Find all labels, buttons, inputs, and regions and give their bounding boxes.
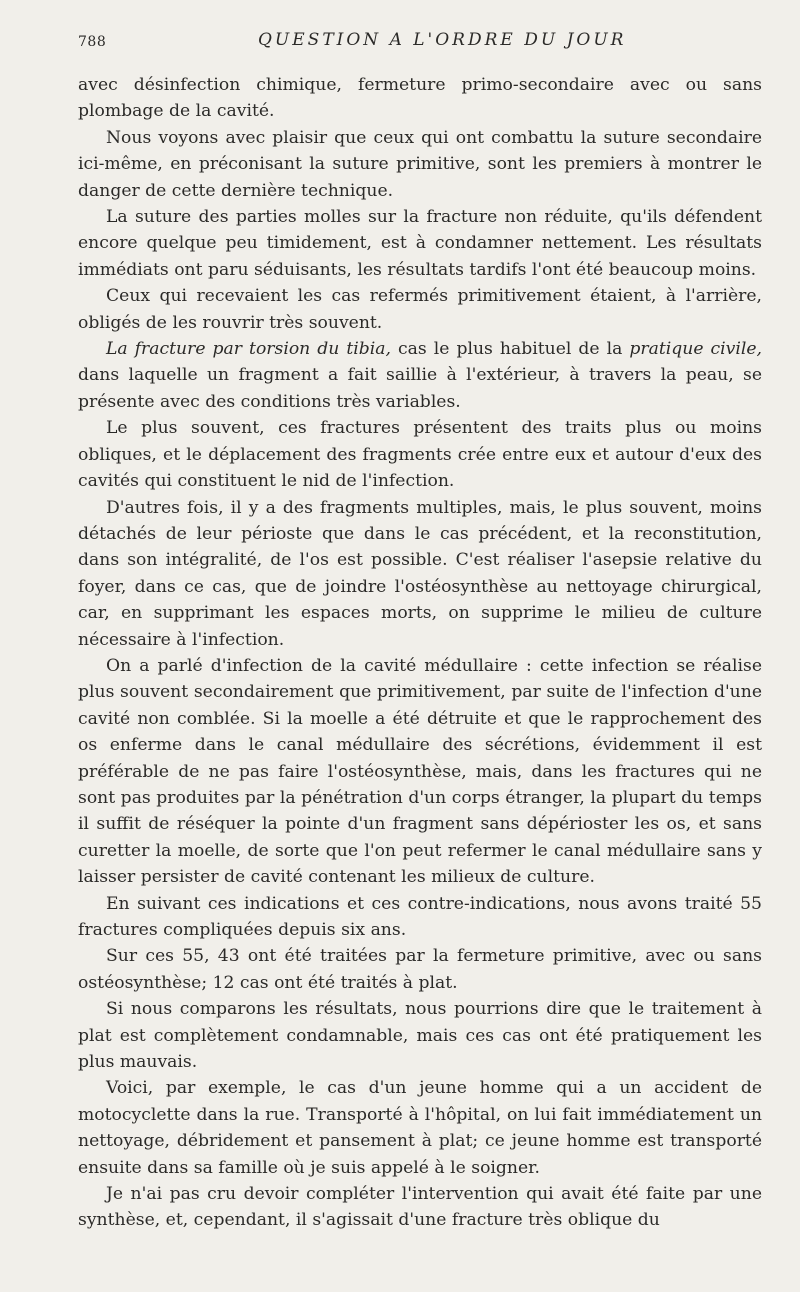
paragraph-text: dans laquelle un fragment a fait saillie à l'extérieur, à travers la peau, se présente avec des conditions très variables. [78, 365, 762, 412]
paragraph: Voici, par exemple, le cas d'un jeune homme qui a un accident de motocyclette dans la rue. Transporté à l'hôpital, on lui fait immédiatement un nettoyage, débridement et pansement à plat; ce jeune homme est transporté ensuite dans sa famille où je suis appelé à le soigner. [78, 1078, 762, 1178]
page-number: 788 [78, 34, 107, 50]
paragraph: En suivant ces indications et ces contre-indications, nous avons traité 55 fractures compliquées depuis six ans. [78, 893, 762, 940]
running-title: QUESTION A L'ORDRE DU JOUR [258, 30, 627, 50]
paragraph [78, 336, 762, 415]
paragraph: Sur ces 55, 43 ont été traitées par la fermeture primitive, avec ou sans ostéosynthèse; 12 cas ont été traités à plat. [78, 946, 762, 993]
italic-phrase: La fracture par torsion du tibia, [106, 339, 392, 360]
paragraph: Ceux qui recevaient les cas refermés primitivement étaient, à l'arrière, obligés de les rouvrir très souvent. [78, 286, 762, 333]
paragraph: Le plus souvent, ces fractures présentent des traits plus ou moins obliques, et le déplacement des fragments crée entre eux et autour d'eux des cavités qui constituent le nid de l'infection. [78, 418, 762, 492]
italic-phrase: pratique civile, [629, 339, 762, 360]
paragraph: D'autres fois, il y a des fragments multiples, mais, le plus souvent, moins détachés de leur périoste que dans le cas précédent, et la reconstitution, dans son intégralité, de l'os est possible. C'est réaliser l'asepsie relative du foyer, dans ce cas, que de joindre l'ostéosynthèse au nettoyage chirurgical, car, en supprimant les espaces morts, on supprime le milieu de culture nécessaire à l'infection. [78, 497, 762, 650]
paragraph: On a parlé d'infection de la cavité médullaire : cette infection se réalise plus souvent secondairement que primitivement, par suite de l'infection d'une cavité non comblée. Si la moelle a été détruite et que le rapprochement des os enferme dans le canal médullaire des sécrétions, évidemment il est préférable de ne pas faire l'ostéosynthèse, mais, dans les fractures qui ne sont pas produites par la pénétration d'un corps étranger, la plupart du temps il suffit de réséquer la pointe d'un fragment sans dépérioster les os, et sans curetter la moelle, de sorte que l'on peut refermer le canal médullaire sans y laisser persister de cavité contenant les milieux de culture. [78, 655, 762, 888]
paragraph: Si nous comparons les résultats, nous pourrions dire que le traitement à plat est complètement condamnable, mais ces cas ont été pratiquement les plus mauvais. [78, 999, 762, 1073]
paragraph: Nous voyons avec plaisir que ceux qui ont combattu la suture secondaire ici-même, en préconisant la suture primitive, sont les premiers à montrer le danger de cette dernière technique. [78, 127, 762, 201]
paragraph: Je n'ai pas cru devoir compléter l'intervention qui avait été faite par une synthèse, et, cependant, il s'agissait d'une fracture très oblique du [78, 1184, 762, 1231]
paragraph: La suture des parties molles sur la fracture non réduite, qu'ils défendent encore quelque peu timidement, est à condamner nettement. Les résultats immédiats ont paru séduisants, les résultats tardifs l'ont été beaucoup moins. [78, 207, 762, 280]
paragraph-text: cas le plus habituel de la [391, 339, 630, 360]
page-header [78, 28, 762, 58]
body-text [78, 72, 762, 1234]
paragraph: avec désinfection chimique, fermeture primo-secondaire avec ou sans plombage de la cavité. [78, 75, 762, 122]
